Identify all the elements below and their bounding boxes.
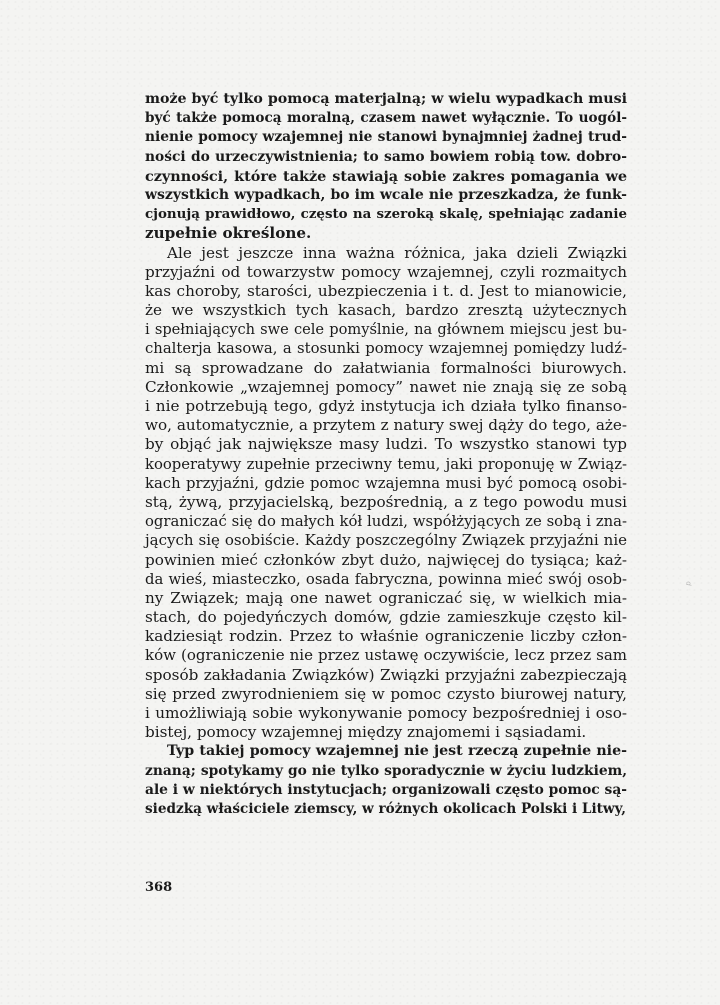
text-line: da wieś, miasteczko, osada fabryczna, powinna mieć swój osob- — [145, 570, 627, 588]
text-line: by objąć jak największe masy ludzi. To wszystko stanowi typ — [145, 435, 627, 454]
text-line: ograniczać się do małych kół ludzi, współżyjących ze sobą i zna- — [145, 513, 627, 531]
text-line: kach przyjaźni, gdzie pomoc wzajemna musi być pomocą osobi- — [145, 474, 627, 492]
text-line: chalterja kasowa, a stosunki pomocy wzajemnej pomiędzy ludź- — [145, 340, 627, 358]
text-line: ny Związek; mają one nawet ograniczać się, w wielkich mia- — [145, 588, 627, 607]
page-number: 368 — [145, 880, 173, 895]
text-line: Typ takiej pomocy wzajemnej nie jest rzeczą zupełnie nie- — [167, 743, 627, 760]
text-line: ności do urzeczywistnienia; to samo bowiem robią tow. dobro- — [145, 148, 627, 165]
paragraph — [145, 90, 627, 244]
text-line: jących się osobiście. Każdy poszczególny Związek przyjaźni nie — [145, 531, 627, 550]
text-line: się przed zwyrodnieniem się w pomoc czysto biurowej natury, — [145, 684, 627, 703]
text-line: Ale jest jeszcze inna ważna różnica, jaka dzieli Związki — [167, 243, 627, 262]
text-line: sposób zakładania Związków) Związki przyjaźni zabezpieczają — [145, 665, 627, 684]
text-line: kas choroby, starości, ubezpieczenia i t. d. Jest to mianowicie, — [145, 281, 627, 300]
text-line: ków (ograniczenie nie przez ustawę oczywiście, lecz przez sam — [145, 646, 627, 665]
text-line: kadziesiąt rodzin. Przez to właśnie ograniczenie liczby człon- — [145, 627, 627, 646]
body-text — [145, 90, 627, 819]
text-line: przyjaźni od towarzystw pomocy wzajemnej, czyli rozmaitych — [145, 262, 627, 281]
text-line: być także pomocą moralną, czasem nawet wyłącznie. To uogól- — [145, 110, 627, 127]
text-line: Członkowie „wzajemnej pomocy” nawet nie znają się ze sobą — [145, 377, 627, 396]
text-line: znaną; spotykamy go nie tylko sporadycznie w życiu ludzkiem, — [145, 762, 627, 779]
margin-mark: p — [684, 580, 693, 587]
text-line: stach, do pojedyńczych domów, gdzie zamieszkuje często kil- — [145, 608, 627, 627]
text-line: siedzką właściciele ziemscy, w różnych okolicach Polski i Litwy, — [145, 800, 626, 817]
text-line: czynności, które także stawiają sobie zakres pomagania we — [145, 167, 627, 185]
text-line: może być tylko pomocą materjalną; w wielu wypadkach musi — [145, 91, 627, 107]
text-line: wo, automatycznie, a przytem z natury swej dąży do tego, aże- — [145, 416, 627, 435]
text-line: powinien mieć członków zbyt dużo, najwięcej do tysiąca; każ- — [145, 550, 627, 569]
text-line: że we wszystkich tych kasach, bardzo zresztą użytecznych — [145, 301, 627, 320]
text-line: mi są sprowadzane do załatwiania formalności biurowych. — [145, 358, 627, 377]
paragraph — [145, 244, 627, 743]
text-line: kooperatywy zupełnie przeciwny temu, jaki proponuję w Związ- — [145, 455, 627, 473]
paragraph — [145, 742, 627, 819]
text-line: wszystkich wypadkach, bo im wcale nie przeszkadza, że funk- — [145, 186, 627, 203]
text-line: i spełniających swe cele pomyślnie, na głównem miejscu jest bu- — [145, 321, 627, 339]
text-line: i umożliwiają sobie wykonywanie pomocy bezpośredniej i oso- — [145, 704, 627, 722]
text-line: ale i w niektórych instytucjach; organizowali często pomoc są- — [145, 781, 627, 798]
text-line: stą, żywą, przyjacielską, bezpośrednią, a z tego powodu musi — [145, 492, 627, 511]
text-line: bistej, pomocy wzajemnej między znajomemi i sąsiadami. — [145, 723, 587, 742]
text-line: cjonują prawidłowo, często na szeroką skalę, spełniając zadanie — [145, 206, 627, 223]
text-line: nienie pomocy wzajemnej nie stanowi bynajmniej żadnej trud- — [145, 129, 627, 146]
text-line: i nie potrzebują tego, gdyż instytucja ich działa tylko finanso- — [145, 397, 627, 415]
text-line: zupełnie określone. — [145, 224, 312, 243]
